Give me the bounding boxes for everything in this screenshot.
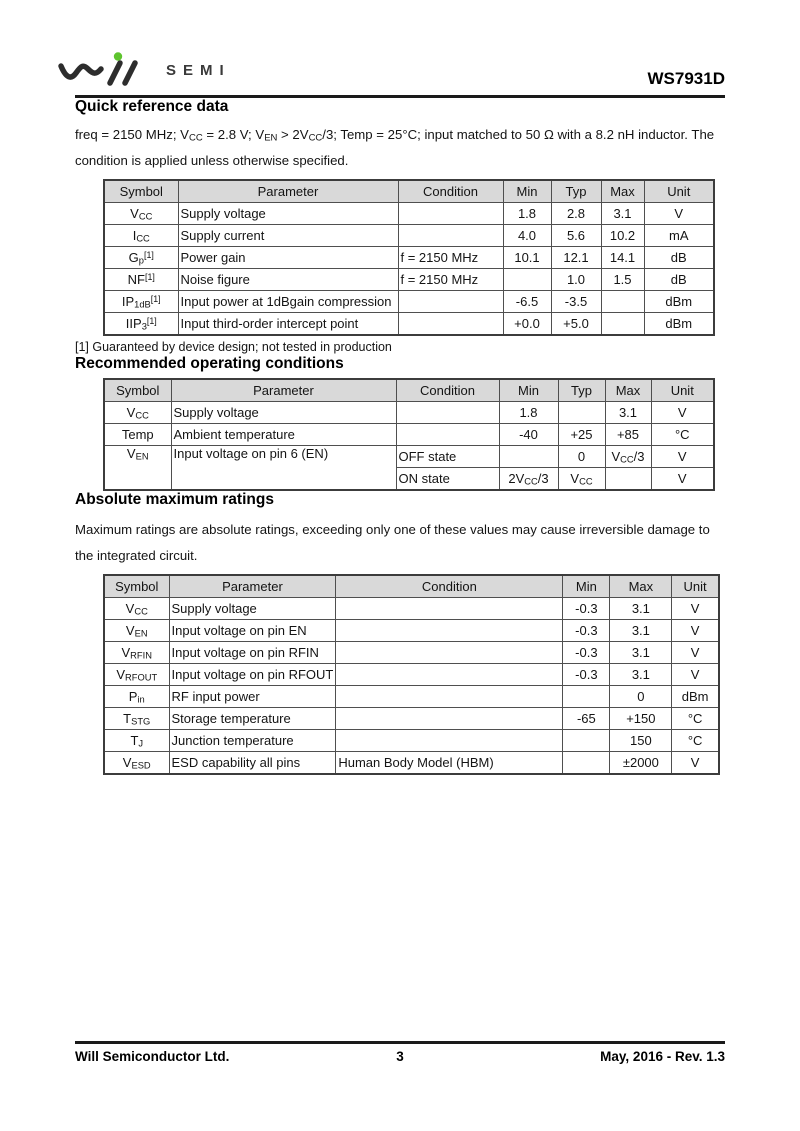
operating-conditions-table — [103, 378, 715, 491]
table-cell: $V_{CC}$ — [104, 402, 171, 424]
table-cell: OFF state — [396, 446, 499, 468]
column-header: Unit — [651, 379, 714, 402]
column-header: Max — [605, 379, 651, 402]
table-cell: -0.3 — [563, 642, 610, 664]
section-heading-recommended-operating-conditions: Recommended operating conditions — [75, 355, 344, 372]
table-cell — [396, 402, 499, 424]
table-cell: Input voltage on pin 6 (EN) — [171, 446, 396, 491]
logo-green-dot-icon — [114, 52, 122, 60]
table-cell: V — [672, 642, 719, 664]
table-cell — [336, 730, 563, 752]
table-row — [104, 708, 719, 730]
table-cell: +0.0 — [503, 313, 551, 336]
table-cell: $I_{CC}$ — [104, 225, 178, 247]
table-row — [104, 752, 719, 775]
table-cell: 3.1 — [605, 402, 651, 424]
footer-company: Will Semiconductor Ltd. — [75, 1049, 230, 1064]
table-row — [104, 203, 714, 225]
table-cell: $V_{CC}$ — [104, 203, 178, 225]
table-cell: $IIP_3[1]$ — [104, 313, 178, 336]
table-cell: $V_{RFOUT}$ — [104, 664, 169, 686]
table-cell: dBm — [644, 291, 714, 313]
table-footnote: [1] Guaranteed by device design; not tested in production — [75, 340, 392, 354]
table-row — [104, 424, 714, 446]
paragraph-line: Maximum ratings are absolute ratings, exceeding only one of these values may cause irreversible damage to — [75, 522, 710, 537]
table-cell — [605, 468, 651, 491]
table-cell: Input third-order intercept point — [178, 313, 398, 336]
table-cell — [398, 291, 503, 313]
section-heading-quick-reference-data: Quick reference data — [75, 98, 229, 115]
footer-page-number: 3 — [396, 1049, 404, 1064]
table-header-row — [104, 379, 714, 402]
table-cell: $V_{CC}/3$ — [605, 446, 651, 468]
table-cell: dB — [644, 269, 714, 291]
table-row — [104, 730, 719, 752]
table-row — [104, 664, 719, 686]
table-row — [104, 291, 714, 313]
table-cell: 3.1 — [610, 664, 672, 686]
quick-reference-table — [103, 179, 715, 336]
table-cell: RF input power — [169, 686, 336, 708]
column-header: Min — [563, 575, 610, 598]
table-cell: Noise figure — [178, 269, 398, 291]
table-cell: Ambient temperature — [171, 424, 396, 446]
paragraph-line: freq = 2150 MHz; $V_{CC} = 2.8$ V; $V_{EN} > 2V_{CC}/3$; Temp = 25°C; input matched to 50 Ω with a 8.2 nH inductor. The — [75, 127, 715, 144]
table-cell: 14.1 — [601, 247, 644, 269]
column-header: Typ — [551, 180, 601, 203]
table-cell: 12.1 — [551, 247, 601, 269]
table-row — [104, 402, 714, 424]
table-cell: $V_{RFIN}$ — [104, 642, 169, 664]
table-cell — [601, 291, 644, 313]
table-cell: -65 — [563, 708, 610, 730]
paragraph-line: condition is applied unless otherwise specified. — [75, 153, 349, 168]
section-heading-absolute-maximum-ratings: Absolute maximum ratings — [75, 491, 274, 508]
table-cell: Human Body Model (HBM) — [336, 752, 563, 775]
table-cell: V — [672, 598, 719, 620]
table-cell: V — [651, 446, 714, 468]
table-cell: $V_{EN}$ — [104, 446, 171, 491]
table-cell: V — [672, 664, 719, 686]
table-cell: 10.1 — [503, 247, 551, 269]
page-content — [0, 98, 800, 775]
table-cell — [601, 313, 644, 336]
table-cell: 10.2 — [601, 225, 644, 247]
table-cell — [398, 313, 503, 336]
table-cell — [503, 269, 551, 291]
table-cell: f = 2150 MHz — [398, 247, 503, 269]
table-cell: Supply voltage — [171, 402, 396, 424]
table-cell: 1.8 — [499, 402, 558, 424]
table-cell: °C — [672, 708, 719, 730]
table-cell: 150 — [610, 730, 672, 752]
column-header: Parameter — [171, 379, 396, 402]
column-header: Symbol — [104, 379, 171, 402]
willsemi-logo — [57, 52, 231, 90]
column-header: Unit — [644, 180, 714, 203]
table-cell: V — [672, 620, 719, 642]
table-cell: mA — [644, 225, 714, 247]
table-cell: -40 — [499, 424, 558, 446]
table-cell: Input power at 1dBgain compression — [178, 291, 398, 313]
footer-row — [75, 1049, 725, 1064]
page-header — [0, 0, 800, 90]
table-cell: +85 — [605, 424, 651, 446]
quick-reference-intro-paragraph — [75, 122, 725, 174]
table-cell: -0.3 — [563, 664, 610, 686]
table-cell — [558, 402, 605, 424]
table-row — [104, 642, 719, 664]
table-cell — [398, 203, 503, 225]
column-header: Unit — [672, 575, 719, 598]
column-header: Condition — [336, 575, 563, 598]
table-cell — [336, 598, 563, 620]
column-header: Symbol — [104, 575, 169, 598]
table-cell: 1.5 — [601, 269, 644, 291]
table-row — [104, 269, 714, 291]
column-header: Condition — [396, 379, 499, 402]
willsemi-logo-text: SEMI — [166, 61, 231, 79]
table-row — [104, 446, 714, 468]
table-cell: 3.1 — [601, 203, 644, 225]
table-cell — [336, 686, 563, 708]
table-cell: Input voltage on pin RFOUT — [169, 664, 336, 686]
table-row — [104, 247, 714, 269]
table-cell: Supply voltage — [178, 203, 398, 225]
table-cell: ON state — [396, 468, 499, 491]
table-row — [104, 313, 714, 336]
column-header: Symbol — [104, 180, 178, 203]
table-cell: $V_{CC}$ — [558, 468, 605, 491]
table-cell: Supply voltage — [169, 598, 336, 620]
column-header: Min — [499, 379, 558, 402]
table-cell: -3.5 — [551, 291, 601, 313]
table-cell: $T_{STG}$ — [104, 708, 169, 730]
table-cell: Supply current — [178, 225, 398, 247]
table-cell: $IP_{1dB}[1]$ — [104, 291, 178, 313]
table-cell: 1.8 — [503, 203, 551, 225]
table-cell — [563, 686, 610, 708]
table-cell: V — [644, 203, 714, 225]
absolute-maximum-intro-paragraph — [75, 517, 725, 569]
column-header: Max — [610, 575, 672, 598]
table-cell — [336, 620, 563, 642]
footer-rule — [75, 1041, 725, 1044]
table-cell: Input voltage on pin EN — [169, 620, 336, 642]
table-cell: f = 2150 MHz — [398, 269, 503, 291]
column-header: Condition — [398, 180, 503, 203]
table-cell — [336, 708, 563, 730]
table-cell: -0.3 — [563, 598, 610, 620]
table-cell: dBm — [644, 313, 714, 336]
absolute-maximum-table — [103, 574, 720, 775]
table-cell: dBm — [672, 686, 719, 708]
table-cell: 4.0 — [503, 225, 551, 247]
table-cell — [398, 225, 503, 247]
table-cell: 5.6 — [551, 225, 601, 247]
table-cell: 3.1 — [610, 620, 672, 642]
table-header-row — [104, 180, 714, 203]
table-cell: $V_{ESD}$ — [104, 752, 169, 775]
table-cell: +25 — [558, 424, 605, 446]
table-header-row — [104, 575, 719, 598]
table-cell — [396, 424, 499, 446]
table-cell: V — [672, 752, 719, 775]
table-cell: dB — [644, 247, 714, 269]
table-cell — [563, 752, 610, 775]
table-row — [104, 598, 719, 620]
table-cell: -6.5 — [503, 291, 551, 313]
table-cell: $T_J$ — [104, 730, 169, 752]
table-row — [104, 225, 714, 247]
page-footer — [75, 1041, 725, 1064]
table-cell: V — [651, 468, 714, 491]
column-header: Max — [601, 180, 644, 203]
table-cell: $G_p[1]$ — [104, 247, 178, 269]
table-cell: 3.1 — [610, 598, 672, 620]
logo-slash-1 — [110, 63, 120, 83]
table-cell: °C — [672, 730, 719, 752]
table-cell: Junction temperature — [169, 730, 336, 752]
table-cell: +150 — [610, 708, 672, 730]
table-cell: ESD capability all pins — [169, 752, 336, 775]
table-cell: 3.1 — [610, 642, 672, 664]
table-cell: $V_{CC}$ — [104, 598, 169, 620]
table-cell: Input voltage on pin RFIN — [169, 642, 336, 664]
column-header: Parameter — [169, 575, 336, 598]
table-cell: Power gain — [178, 247, 398, 269]
table-cell — [336, 642, 563, 664]
table-cell: -0.3 — [563, 620, 610, 642]
table-cell: $P_{in}$ — [104, 686, 169, 708]
table-cell: 1.0 — [551, 269, 601, 291]
table-cell: 0 — [610, 686, 672, 708]
part-number: WS7931D — [647, 69, 725, 88]
table-cell: Temp — [104, 424, 171, 446]
table-cell: +5.0 — [551, 313, 601, 336]
logo-slash-2 — [125, 63, 135, 83]
table-cell — [563, 730, 610, 752]
column-header: Parameter — [178, 180, 398, 203]
willsemi-logo-mark — [57, 52, 152, 90]
footer-revision: May, 2016 - Rev. 1.3 — [600, 1049, 725, 1064]
table-cell: $V_{EN}$ — [104, 620, 169, 642]
table-cell: 0 — [558, 446, 605, 468]
table-cell — [499, 446, 558, 468]
table-row — [104, 620, 719, 642]
logo-wave — [61, 66, 101, 77]
table-cell: V — [651, 402, 714, 424]
table-cell: Storage temperature — [169, 708, 336, 730]
table-cell: 2.8 — [551, 203, 601, 225]
column-header: Typ — [558, 379, 605, 402]
table-cell — [336, 664, 563, 686]
paragraph-line: the integrated circuit. — [75, 548, 198, 563]
table-cell: $2V_{CC}/3$ — [499, 468, 558, 491]
column-header: Min — [503, 180, 551, 203]
table-row — [104, 686, 719, 708]
table-cell: °C — [651, 424, 714, 446]
table-cell: ±2000 — [610, 752, 672, 775]
table-cell: NF[1] — [104, 269, 178, 291]
